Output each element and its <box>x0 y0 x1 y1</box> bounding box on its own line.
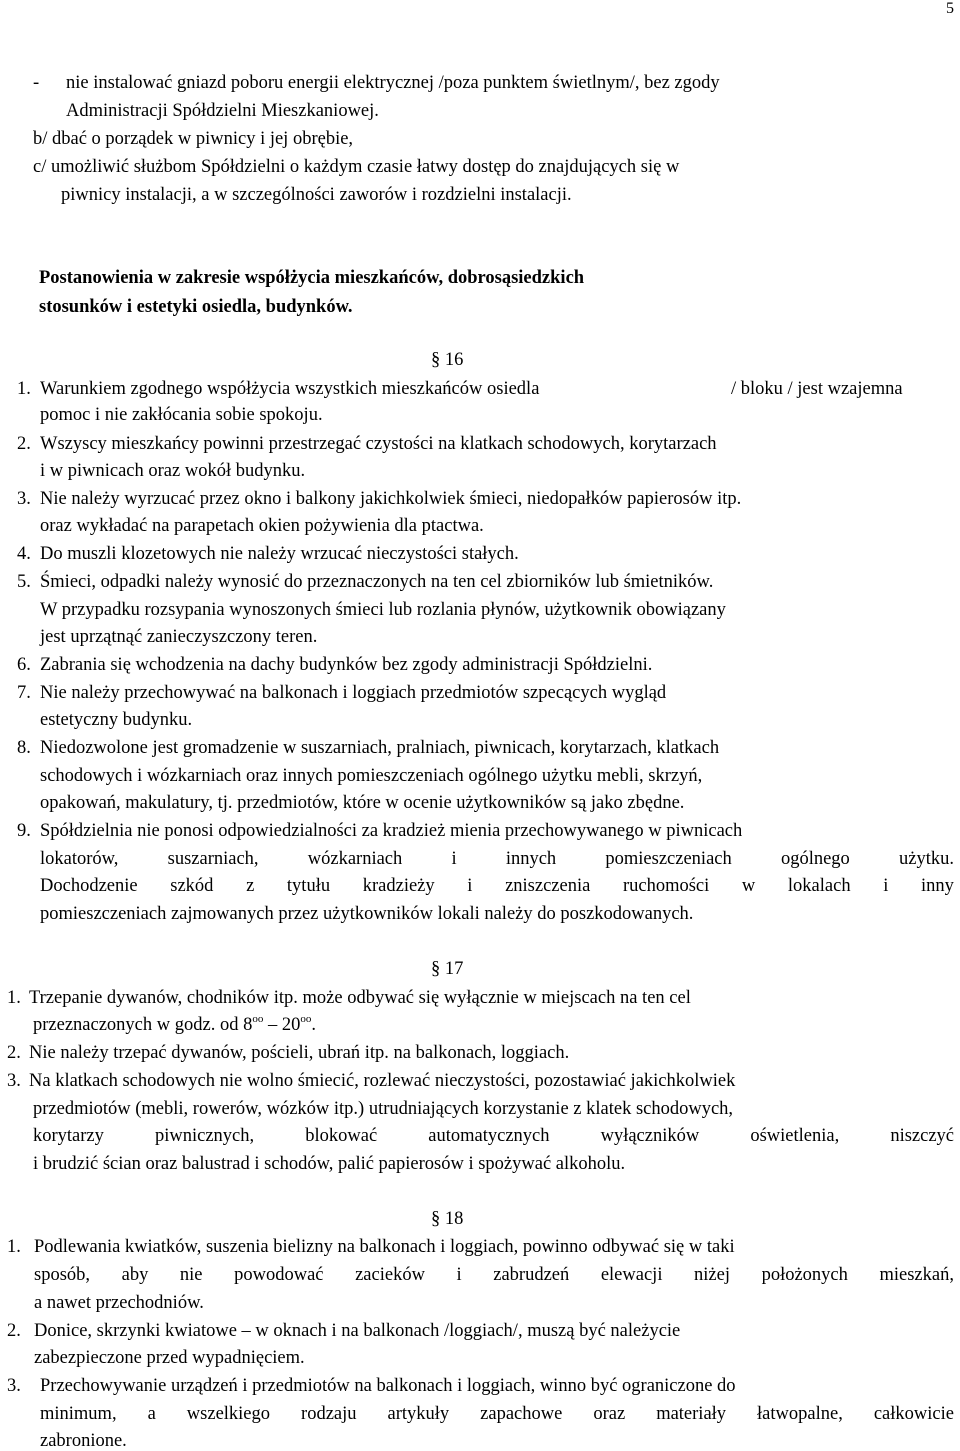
word: rodzaju <box>301 1404 357 1424</box>
text-line-justified <box>40 850 954 869</box>
text-line: a nawet przechodniów. <box>34 1293 204 1313</box>
word: zacieków <box>355 1265 425 1285</box>
text-line: Administracji Spółdzielni Mieszkaniowej. <box>66 101 379 121</box>
text-line: Nie należy trzepać dywanów, pościeli, ubrań itp. na balkonach, loggiach. <box>29 1043 570 1063</box>
text-line: i brudzić ścian oraz balustrad i schodów, palić papierosów i spożywać alkoholu. <box>33 1154 626 1174</box>
text-line: Donice, skrzynki kwiatowe – w oknach i na balkonach /loggiach/, muszą być należycie <box>34 1321 681 1341</box>
word: zniszczenia <box>505 876 591 896</box>
word: lokatorów, <box>40 849 119 869</box>
item-number: 3. <box>7 1376 21 1396</box>
text-line: estetyczny budynku. <box>40 710 193 730</box>
word: kradzieży <box>362 876 435 896</box>
word: powodować <box>234 1265 324 1285</box>
heading-line: Postanowienia w zakresie współżycia mieszkańców, dobrosąsiedzkich <box>39 268 585 288</box>
text-line: Do muszli klozetowych nie należy wrzucać nieczystości stałych. <box>40 544 519 564</box>
text-line: oraz wykładać na parapetach okien pożywienia dla ptactwa. <box>40 516 484 536</box>
text-line-justified <box>34 1266 954 1285</box>
item-number: 6. <box>17 655 31 675</box>
word: innych <box>505 849 557 869</box>
text-line: b/ dbać o porządek w piwnicy i jej obrębie, <box>33 129 354 149</box>
word: wyłączników <box>600 1126 700 1146</box>
item-number: 1. <box>17 379 31 399</box>
text-line: Śmieci, odpadki należy wynosić do przeznaczonych na ten cel zbiorników lub śmietników. <box>40 572 714 592</box>
text-line: Spółdzielnia nie ponosi odpowiedzialności za kradzież mienia przechowywanego w piwnicach <box>40 821 743 841</box>
text-line: Zabrania się wchodzenia na dachy budynków bez zgody administracji Spółdzielni. <box>40 655 653 675</box>
word: automatycznych <box>428 1126 550 1146</box>
word: w <box>741 876 756 896</box>
word: ogólnego <box>780 849 850 869</box>
word: pomieszczeniach <box>605 849 732 869</box>
word: tytułu <box>286 876 331 896</box>
item-number: 3. <box>17 489 31 509</box>
heading-line: stosunków i estetyki osiedla, budynków. <box>39 297 353 317</box>
word: Dochodzenie <box>40 876 138 896</box>
section-title: § 17 <box>431 959 464 979</box>
text-line: pomoc i nie zakłócania sobie spokoju. <box>40 405 323 425</box>
word: położonych <box>761 1265 848 1285</box>
text-line-justified <box>33 1127 954 1146</box>
word: a <box>147 1404 156 1424</box>
word: ruchomości <box>622 876 710 896</box>
word: blokować <box>305 1126 378 1146</box>
word: materiały <box>656 1404 727 1424</box>
text-line-justified <box>40 1405 954 1424</box>
text-line: Nie należy wyrzucać przez okno i balkony jakichkolwiek śmieci, niedopałków papierosów itp. <box>40 489 742 509</box>
text-line: c/ umożliwić służbom Spółdzielni o każdym czasie łatwy dostęp do znajdujących się w <box>33 157 680 177</box>
text-line: Warunkiem zgodnego współżycia wszystkich mieszkańców osiedla <box>40 379 540 399</box>
text-line: Niedozwolone jest gromadzenie w suszarniach, pralniach, piwnicach, korytarzach, klatkach <box>40 738 720 758</box>
text-line: Przechowywanie urządzeń i przedmiotów na balkonach i loggiach, winno być ograniczone do <box>40 1376 736 1396</box>
word: piwnicznych, <box>154 1126 255 1146</box>
item-number: 2. <box>7 1043 21 1063</box>
word: łatwopalne, <box>757 1404 843 1424</box>
text-line: piwnicy instalacji, a w szczególności zaworów i rozdzielni instalacji. <box>61 185 572 205</box>
list-dash: - <box>33 73 40 93</box>
word: nie <box>179 1265 203 1285</box>
word: niszczyć <box>890 1126 954 1146</box>
item-number: 2. <box>7 1321 21 1341</box>
text-line: Nie należy przechowywać na balkonach i loggiach przedmiotów szpecących wygląd <box>40 683 667 703</box>
item-number: 1. <box>7 1237 21 1257</box>
word: korytarzy <box>33 1126 104 1146</box>
section-title: § 16 <box>431 350 464 370</box>
text-line: Podlewania kwiatków, suszenia bielizny na balkonach i loggiach, powinno odbywać się w taki <box>34 1237 735 1257</box>
text-line: i w piwnicach oraz wokół budynku. <box>40 461 306 481</box>
word: i <box>883 876 889 896</box>
word: i <box>451 849 457 869</box>
text-line: jest uprzątnąć zanieczyszczony teren. <box>40 627 318 647</box>
word: i <box>456 1265 462 1285</box>
text-line: nie instalować gniazd poboru energii elektrycznej /poza punktem świetlnym/, bez zgody <box>66 73 720 93</box>
item-number: 8. <box>17 738 31 758</box>
section-title: § 18 <box>431 1209 464 1229</box>
item-number: 7. <box>17 683 31 703</box>
word: całkowicie <box>873 1404 954 1424</box>
word: artykuły <box>387 1404 450 1424</box>
word: zapachowe <box>480 1404 563 1424</box>
text-line: Na klatkach schodowych nie wolno śmiecić, rozlewać nieczystości, pozostawiać jakichkolwiek <box>29 1071 736 1091</box>
text-line: schodowych i wózkarniach oraz innych pomieszczeniach ogólnego użytku mebli, skrzyń, <box>40 766 703 786</box>
word: sposób, <box>34 1265 91 1285</box>
text-line: Wszyscy mieszkańcy powinni przestrzegać czystości na klatkach schodowych, korytarzach <box>40 434 717 454</box>
word: elewacji <box>600 1265 663 1285</box>
word: i <box>467 876 473 896</box>
item-number: 9. <box>17 821 31 841</box>
word: szkód <box>170 876 214 896</box>
word: minimum, <box>40 1404 117 1424</box>
text-line: Trzepanie dywanów, chodników itp. może odbywać się wyłącznie w miejscach na ten cel <box>29 988 691 1008</box>
text-line: zabezpieczone przed wypadnięciem. <box>34 1348 305 1368</box>
word: oświetlenia, <box>750 1126 840 1146</box>
word: inny <box>921 876 954 896</box>
item-number: 4. <box>17 544 31 564</box>
word: niżej <box>694 1265 730 1285</box>
word: wszelkiego <box>186 1404 271 1424</box>
text-line: przeznaczonych w godz. od $8^{oo} - 20^{oo}$. <box>33 1012 316 1035</box>
item-number: 5. <box>17 572 31 592</box>
text-line: zabronione. <box>40 1431 127 1451</box>
word: użytku. <box>899 849 954 869</box>
word: wózkarniach <box>307 849 403 869</box>
word: suszarniach, <box>167 849 259 869</box>
text-line: pomieszczeniach zajmowanych przez użytkowników lokali należy do poszkodowanych. <box>40 904 694 924</box>
word: z <box>246 876 255 896</box>
text-line: opakowań, makulatury, tj. przedmiotów, które w ocenie użytkowników są jako zbędne. <box>40 793 685 813</box>
item-number: 1. <box>7 988 21 1008</box>
word: zabrudzeń <box>493 1265 570 1285</box>
text-line: / bloku / jest wzajemna <box>731 379 903 399</box>
text-line: W przypadku rozsypania wynoszonych śmieci lub rozlania płynów, użytkownik obowiązany <box>40 600 726 620</box>
item-number: 3. <box>7 1071 21 1091</box>
text-line-justified <box>40 877 954 896</box>
text-line: przedmiotów (mebli, rowerów, wózków itp.) utrudniających korzystanie z klatek schodowych, <box>33 1099 734 1119</box>
word: mieszkań, <box>879 1265 954 1285</box>
word: oraz <box>593 1404 626 1424</box>
page-number: 5 <box>946 0 954 17</box>
word: lokalach <box>787 876 851 896</box>
item-number: 2. <box>17 434 31 454</box>
word: aby <box>121 1265 149 1285</box>
